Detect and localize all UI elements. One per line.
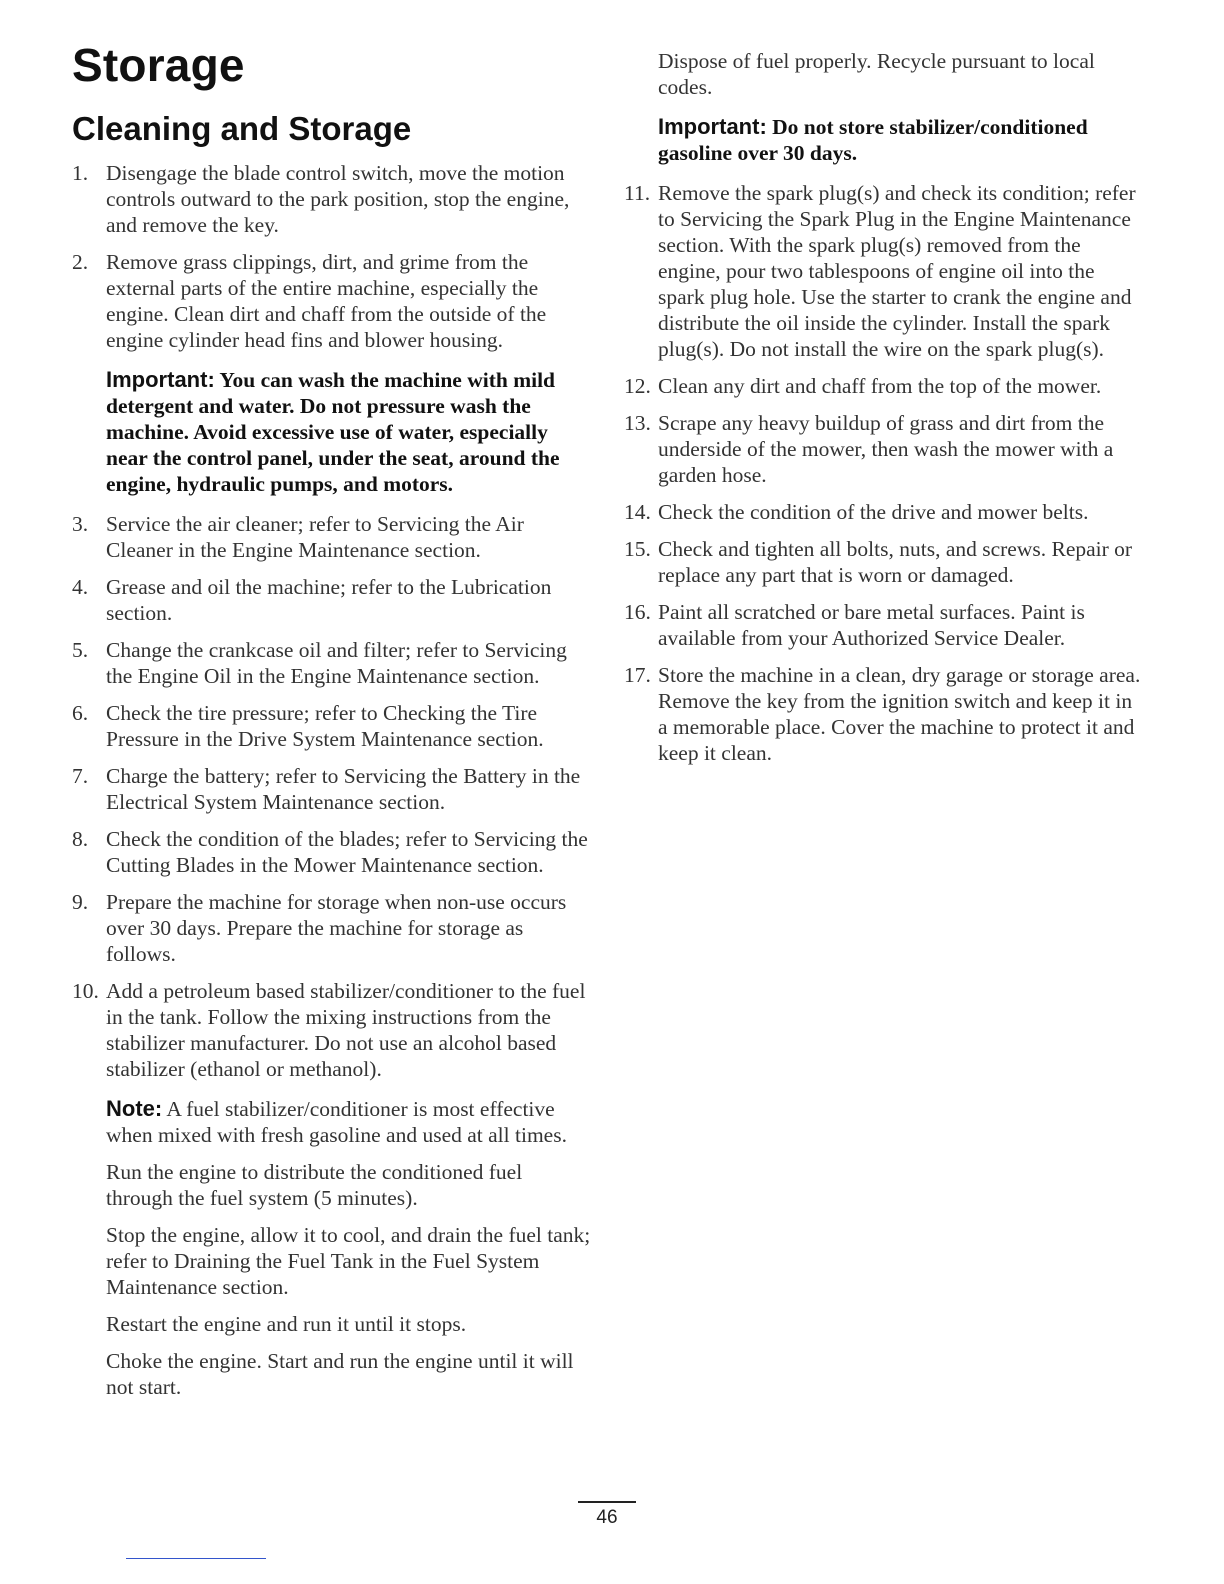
step-number: 17. xyxy=(624,663,651,687)
step-text: Remove grass clippings, dirt, and grime from the external parts of the entire machine, especially the engine. Clean dirt and chaff from the outside of the engine cylinder head fins and blower housing. xyxy=(106,250,547,352)
step-text: Paint all scratched or bare metal surfaces. Paint is available from your Authorized Service Dealer. xyxy=(658,600,1085,650)
step-number: 14. xyxy=(624,500,651,524)
right-column xyxy=(624,48,1144,777)
step-text: Change the crankcase oil and filter; refer to Servicing the Engine Oil in the Engine Maintenance section. xyxy=(106,638,567,688)
paragraph: Dispose of fuel properly. Recycle pursuant to local codes. xyxy=(658,49,1095,99)
steps-list-a xyxy=(72,160,592,353)
step-text: Clean any dirt and chaff from the top of the mower. xyxy=(658,374,1102,398)
list-item xyxy=(72,826,592,878)
step-number: 11. xyxy=(624,181,651,205)
section-heading: Cleaning and Storage xyxy=(72,110,412,147)
important-text: You can wash the machine with mild detergent and water. Do not pressure wash the machine. Avoid excessive use of water, especially near the control panel, under the seat, around the engine, hydraulic pumps, and motors. xyxy=(106,368,560,496)
important-label: Important: xyxy=(106,367,215,392)
list-item xyxy=(72,160,592,238)
paragraph: Run the engine to distribute the conditioned fuel through the fuel system (5 minutes). xyxy=(106,1160,523,1210)
step-number: 2. xyxy=(72,250,89,274)
step-number: 16. xyxy=(624,600,651,624)
step-number: 10. xyxy=(72,979,99,1003)
step-number: 12. xyxy=(624,374,651,398)
note-text: A fuel stabilizer/conditioner is most effective when mixed with fresh gasoline and used at all times. xyxy=(106,1097,567,1147)
important-notice xyxy=(72,367,592,497)
step-number: 4. xyxy=(72,575,89,599)
paragraph: Stop the engine, allow it to cool, and drain the fuel tank; refer to Draining the Fuel Tank in the Fuel System Maintenance section. xyxy=(106,1223,591,1299)
step-number: 8. xyxy=(72,827,89,851)
important-notice xyxy=(624,114,1144,166)
step-number: 3. xyxy=(72,512,89,536)
list-item xyxy=(624,410,1144,488)
step-number: 15. xyxy=(624,537,651,561)
step-text: Charge the battery; refer to Servicing the Battery in the Electrical System Maintenance section. xyxy=(106,764,581,814)
steps-list-b xyxy=(72,511,592,1082)
step-number: 6. xyxy=(72,701,89,725)
list-item xyxy=(72,889,592,967)
paragraph: Restart the engine and run it until it stops. xyxy=(106,1312,467,1336)
list-item xyxy=(72,511,592,563)
step-text: Check and tighten all bolts, nuts, and screws. Repair or replace any part that is worn or damaged. xyxy=(658,537,1133,587)
list-item xyxy=(72,700,592,752)
list-item xyxy=(624,373,1144,399)
steps-list-c xyxy=(624,180,1144,766)
step-text: Grease and oil the machine; refer to the Lubrication section. xyxy=(106,575,552,625)
step-text: Remove the spark plug(s) and check its condition; refer to Servicing the Spark Plug in the Engine Maintenance section. With the spark plug(s) removed from the engine, pour two tablespoons of engine oil into the spark plug hole. Use the starter to crank the engine and distribute the oil inside the cylinder. Install the spark plug(s). Do not install the wire on the spark plug(s). xyxy=(658,181,1136,361)
list-item xyxy=(624,662,1144,766)
important-text: Do not store stabilizer/conditioned gasoline over 30 days. xyxy=(658,115,1088,165)
footer-divider xyxy=(578,1501,636,1503)
step-text: Add a petroleum based stabilizer/conditioner to the fuel in the tank. Follow the mixing instructions from the stabilizer manufacturer. Do not use an alcohol based stabilizer (ethanol or methanol). xyxy=(106,979,586,1081)
step-number: 7. xyxy=(72,764,89,788)
list-item xyxy=(72,637,592,689)
step-number: 13. xyxy=(624,411,651,435)
bottom-rule xyxy=(126,1558,266,1559)
important-label: Important: xyxy=(658,114,767,139)
paragraph: Choke the engine. Start and run the engine until it will not start. xyxy=(106,1349,574,1399)
step-number: 9. xyxy=(72,890,89,914)
step-text: Check the condition of the drive and mower belts. xyxy=(658,500,1089,524)
list-item xyxy=(624,536,1144,588)
note xyxy=(72,1096,592,1148)
list-item xyxy=(624,499,1144,525)
step-number: 1. xyxy=(72,161,89,185)
page-title: Storage xyxy=(72,39,245,91)
step-text: Store the machine in a clean, dry garage or storage area. Remove the key from the ignition switch and keep it in a memorable place. Cover the machine to protect it and keep it clean. xyxy=(658,663,1141,765)
note-label: Note: xyxy=(106,1096,163,1121)
list-item xyxy=(624,180,1144,362)
step-text: Scrape any heavy buildup of grass and dirt from the underside of the mower, then wash the mower with a garden hose. xyxy=(658,411,1114,487)
list-item xyxy=(72,574,592,626)
step-text: Check the tire pressure; refer to Checking the Tire Pressure in the Drive System Maintenance section. xyxy=(106,701,544,751)
step-text: Prepare the machine for storage when non-use occurs over 30 days. Prepare the machine for storage as follows. xyxy=(106,890,567,966)
left-column xyxy=(72,160,592,1411)
page-number: 46 xyxy=(596,1507,618,1528)
step-text: Check the condition of the blades; refer to Servicing the Cutting Blades in the Mower Maintenance section. xyxy=(106,827,588,877)
list-item xyxy=(72,763,592,815)
list-item xyxy=(72,978,592,1082)
list-item xyxy=(624,599,1144,651)
step-text: Service the air cleaner; refer to Servicing the Air Cleaner in the Engine Maintenance section. xyxy=(106,512,524,562)
step-text: Disengage the blade control switch, move the motion controls outward to the park position, stop the engine, and remove the key. xyxy=(106,161,570,237)
list-item xyxy=(72,249,592,353)
step-number: 5. xyxy=(72,638,89,662)
